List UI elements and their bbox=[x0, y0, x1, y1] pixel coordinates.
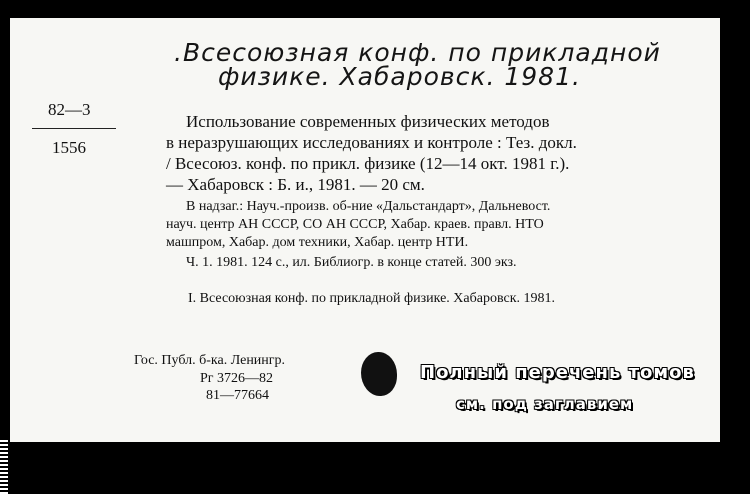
handwritten-heading-line-2: физике. Хабаровск. 1981. bbox=[218, 62, 581, 91]
entry-tracing: I. Всесоюзная конф. по прикладной физике. Хабаровск. 1981. bbox=[188, 291, 555, 306]
entry-note-line-3: машпром, Хабар. дом техники, Хабар. центр НТИ. bbox=[166, 235, 469, 250]
call-number-rule bbox=[32, 128, 116, 129]
entry-title-line-4: — Хабаровск : Б. и., 1981. — 20 см. bbox=[166, 175, 425, 194]
library-line-3: 81—77664 bbox=[206, 388, 269, 403]
handwritten-heading-line-1: .Всесоюзная конф. по прикладной bbox=[174, 38, 661, 67]
call-number-top: 82—3 bbox=[48, 100, 91, 119]
entry-title-line-1: Использование современных физических методов bbox=[186, 112, 550, 131]
entry-note-line-2: науч. центр АН СССР, СО АН СССР, Хабар. краев. правл. НТО bbox=[166, 217, 544, 232]
entry-title-line-3: / Всесоюз. конф. по прикл. физике (12—14 окт. 1981 г.). bbox=[166, 154, 570, 173]
entry-note-line-1: В надзаг.: Науч.-произв. об-ние «Дальстандарт», Дальневост. bbox=[186, 199, 551, 214]
entry-title-line-2: в неразрушающих исследованиях и контроле : Тез. докл. bbox=[166, 133, 577, 152]
library-line-2: Рг 3726—82 bbox=[200, 371, 274, 386]
stamp-line-1: Полный перечень томов bbox=[420, 362, 695, 383]
entry-volume-line: Ч. 1. 1981. 124 с., ил. Библиогр. в конце статей. 300 экз. bbox=[186, 255, 517, 270]
library-line-1: Гос. Публ. б-ка. Ленингр. bbox=[134, 353, 286, 368]
stamp-line-2: см. под заглавием bbox=[456, 395, 634, 413]
call-number-bottom: 1556 bbox=[52, 138, 86, 157]
film-edge bbox=[0, 440, 8, 494]
ink-blot bbox=[361, 352, 397, 396]
